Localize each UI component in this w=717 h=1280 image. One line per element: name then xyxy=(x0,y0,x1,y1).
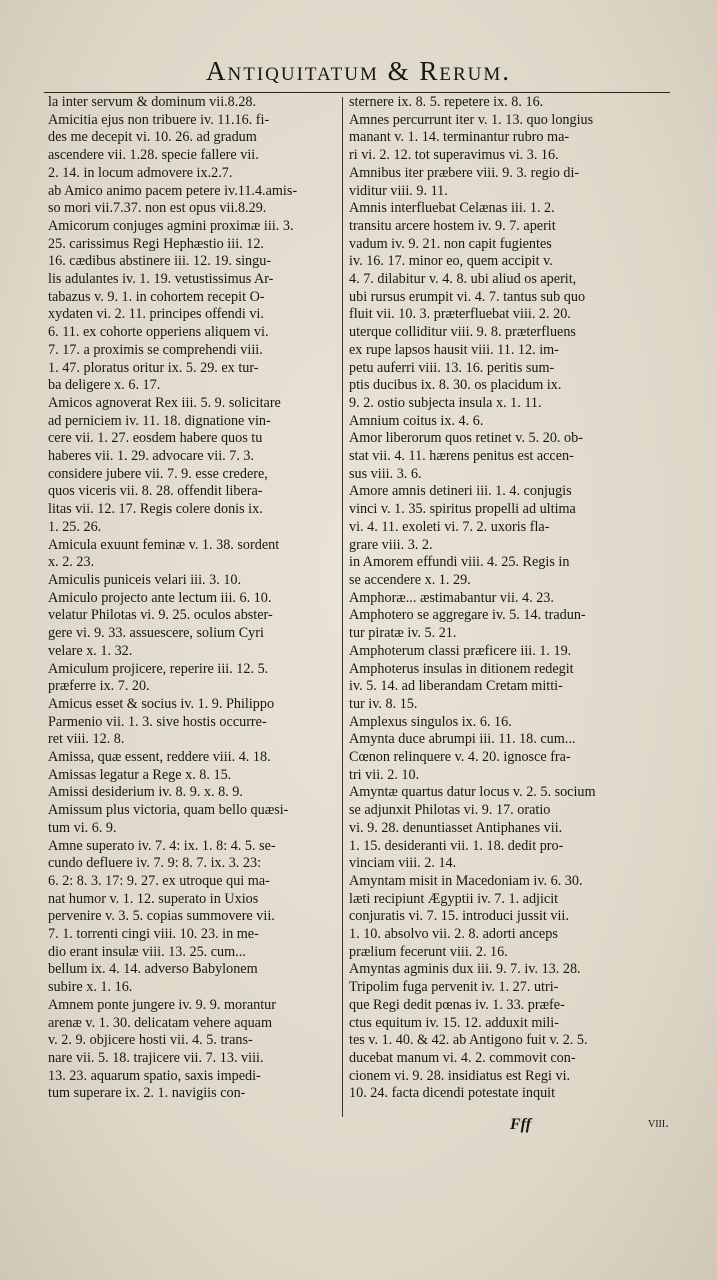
index-line: des me decepit vi. 10. 26. ad gradum xyxy=(48,129,257,146)
index-line: prælium fecerunt viii. 2. 16. xyxy=(349,943,508,960)
index-line: Amynta duce abrumpi iii. 11. 18. cum... xyxy=(349,731,576,748)
index-line: se accendere x. 1. 29. xyxy=(349,571,471,588)
index-line: dio erant insulæ viii. 13. 25. cum... xyxy=(48,943,246,960)
index-line: 1. 47. ploratus oritur ix. 5. 29. ex tur- xyxy=(48,359,259,376)
index-line: Amphotero se aggregare iv. 5. 14. tradun- xyxy=(349,607,586,624)
index-line: Amore amnis detineri iii. 1. 4. conjugis xyxy=(349,483,572,500)
index-line: 7. 1. torrenti cingi viii. 10. 23. in me- xyxy=(48,926,259,943)
index-line: Amicus esset & socius iv. 1. 9. Philippo xyxy=(48,695,275,712)
index-line: ubi rursus erumpit vi. 4. 7. tantus sub quo xyxy=(349,288,586,305)
index-line: cere vii. 1. 27. eosdem habere quos tu xyxy=(48,430,263,447)
index-line: xydaten vi. 2. 11. principes offendi vi. xyxy=(48,306,264,323)
index-line: Amnibus iter præbere viii. 9. 3. regio di- xyxy=(349,164,580,181)
index-line: quos viceris vii. 8. 28. offendit libera- xyxy=(48,483,263,500)
index-line: ri vi. 2. 12. tot superavimus vi. 3. 16. xyxy=(349,147,559,164)
index-line: ret viii. 12. 8. xyxy=(48,731,125,748)
index-line: Amnis interfluebat Celænas iii. 1. 2. xyxy=(349,200,555,217)
index-line: pervenire v. 3. 5. copias summovere vii. xyxy=(48,908,275,925)
index-line: Amissa, quæ essent, reddere viii. 4. 18. xyxy=(48,749,271,766)
index-line: que Regi dedit pœnas iv. 1. 33. præfe- xyxy=(349,996,565,1013)
index-line: vi. 4. 11. exoleti vi. 7. 2. uxoris fla- xyxy=(349,518,550,535)
index-line: stat vii. 4. 11. hærens penitus est accen- xyxy=(349,448,574,465)
index-line: vinci v. 1. 35. spiritus propelli ad ultima xyxy=(349,501,576,518)
index-line: Cœnon relinquere v. 4. 20. ignosce fra- xyxy=(349,749,571,766)
index-line: 9. 2. ostio subjecta insula x. 1. 11. xyxy=(349,394,542,411)
index-line: ex rupe lapsos hausit viii. 11. 12. im- xyxy=(349,341,559,358)
index-line: cundo defluere iv. 7. 9: 8. 7. ix. 3. 23: xyxy=(48,855,262,872)
index-line: 25. carissimus Regi Hephæstio iii. 12. xyxy=(48,235,264,252)
index-line: Amissum plus victoria, quam bello quæsi- xyxy=(48,802,289,819)
index-line: subire x. 1. 16. xyxy=(48,979,133,996)
index-line: 7. 17. a proximis se comprehendi viii. xyxy=(48,341,263,358)
left-column xyxy=(48,94,338,1103)
index-line: Amiculum projicere, reperire iii. 12. 5. xyxy=(48,660,269,677)
index-line: ptis ducibus ix. 8. 30. os placidum ix. xyxy=(349,377,562,394)
header-rule xyxy=(44,92,670,93)
index-line: tri vii. 2. 10. xyxy=(349,766,420,783)
index-line: fluit vii. 10. 3. præterfluebat viii. 2. 20. xyxy=(349,306,571,323)
index-line: ascendere vii. 1.28. specie fallere vii. xyxy=(48,147,259,164)
index-line: 2. 14. in locum admovere ix.2.7. xyxy=(48,164,233,181)
index-line: 1. 10. absolvo vii. 2. 8. adorti anceps xyxy=(349,926,558,943)
index-line: lis adulantes iv. 1. 19. vetustissimus Ar- xyxy=(48,271,274,288)
signature-mark: viii. xyxy=(648,1116,669,1131)
running-head: Antiquitatum & Rerum. xyxy=(206,56,511,86)
index-line: tabazus v. 9. 1. in cohortem recepit O- xyxy=(48,288,265,305)
index-line: Amicula exuunt feminæ v. 1. 38. sordent xyxy=(48,536,280,553)
index-line: transitu arcere hostem iv. 9. 7. aperit xyxy=(349,217,556,234)
index-line: vi. 9. 28. denuntiasset Antiphanes vii. xyxy=(349,819,563,836)
index-line: Amphoterus insulas in ditionem redegit xyxy=(349,660,574,677)
index-line: haberes vii. 1. 29. advocare vii. 7. 3. xyxy=(48,448,255,465)
index-line: iv. 16. 17. minor eo, quem accipit v. xyxy=(349,253,553,270)
index-line: v. 2. 9. objicere hosti vii. 4. 5. trans- xyxy=(48,1032,253,1049)
index-line: sus viii. 3. 6. xyxy=(349,465,422,482)
column-divider xyxy=(342,97,343,1117)
index-line: nare vii. 5. 18. trajicere vii. 7. 13. viii. xyxy=(48,1049,264,1066)
index-line: considere jubere vii. 7. 9. esse credere, xyxy=(48,465,268,482)
index-line: x. 2. 23. xyxy=(48,554,95,571)
index-line: 16. cædibus abstinere iii. 12. 19. singu- xyxy=(48,253,272,270)
index-line: in Amorem effundi viii. 4. 25. Regis in xyxy=(349,554,570,571)
index-line: Amicorum conjuges agmini proximæ iii. 3. xyxy=(48,217,294,234)
index-line: Amor liberorum quos retinet v. 5. 20. ob- xyxy=(349,430,583,447)
index-line: tur piratæ iv. 5. 21. xyxy=(349,625,457,642)
index-line: ctus equitum iv. 15. 12. adduxit mili- xyxy=(349,1014,559,1031)
index-line: Amissi desiderium iv. 8. 9. x. 8. 9. xyxy=(48,784,243,801)
index-line: 6. 11. ex cohorte opperiens aliquem vi. xyxy=(48,324,269,341)
index-line: Amphoterum classi præficere iii. 1. 19. xyxy=(349,642,572,659)
catchword: Fff xyxy=(510,1116,532,1133)
index-line: uterque colliditur viii. 9. 8. præterfluens xyxy=(349,324,576,341)
index-line: tum vi. 6. 9. xyxy=(48,819,117,836)
index-line: 4. 7. dilabitur v. 4. 8. ubi aliud os aperit, xyxy=(349,271,577,288)
index-line: Amyntam misit in Macedoniam iv. 6. 30. xyxy=(349,872,583,889)
index-line: vinciam viii. 2. 14. xyxy=(349,855,457,872)
index-line: petu auferri viii. 13. 16. peritis sum- xyxy=(349,359,555,376)
index-line: læti recipiunt Ægyptii iv. 7. 1. adjicit xyxy=(349,890,559,907)
index-line: litas vii. 12. 17. Regis colere donis ix. xyxy=(48,501,263,518)
index-line: Amplexus singulos ix. 6. 16. xyxy=(349,713,512,730)
index-line: Amne superato iv. 7. 4: ix. 1. 8: 4. 5. se- xyxy=(48,837,276,854)
index-line: præferre ix. 7. 20. xyxy=(48,678,150,695)
index-line: so mori vii.7.37. non est opus vii.8.29. xyxy=(48,200,267,217)
index-line: Amicos agnoverat Rex iii. 5. 9. solicitare xyxy=(48,394,281,411)
index-line: 6. 2: 8. 3. 17: 9. 27. ex utroque qui ma- xyxy=(48,872,270,889)
index-line: Amicitia ejus non tribuere iv. 11.16. fi- xyxy=(48,111,270,128)
index-line: 1. 25. 26. xyxy=(48,518,102,535)
index-line: grare viii. 3. 2. xyxy=(349,536,433,553)
index-line: Amiculo projecto ante lectum iii. 6. 10. xyxy=(48,589,272,606)
index-line: ba deligere x. 6. 17. xyxy=(48,377,161,394)
index-line: Amnem ponte jungere iv. 9. 9. morantur xyxy=(48,996,276,1013)
index-line: arenæ v. 1. 30. delicatam vehere aquam xyxy=(48,1014,273,1031)
index-line: tum superare ix. 2. 1. navigiis con- xyxy=(48,1085,246,1102)
index-line: sternere ix. 8. 5. repetere ix. 8. 16. xyxy=(349,94,544,110)
index-line: velare x. 1. 32. xyxy=(48,642,133,659)
index-line: ad perniciem iv. 11. 18. dignatione vin- xyxy=(48,412,271,429)
index-line: la inter servum & dominum vii.8.28. xyxy=(48,94,257,110)
index-line: conjuratis vi. 7. 15. introduci jussit vii. xyxy=(349,908,569,925)
index-line: bellum ix. 4. 14. adverso Babylonem xyxy=(48,961,258,978)
index-line: manant v. 1. 14. terminantur rubro ma- xyxy=(349,129,570,146)
index-line: Amphoræ... æstimabantur vii. 4. 23. xyxy=(349,589,554,606)
index-line: nat humor v. 1. 12. superato in Uxios xyxy=(48,890,259,907)
index-line: gere vi. 9. 33. assuescere, solium Cyri xyxy=(48,625,264,642)
index-line: Amyntæ quartus datur locus v. 2. 5. socium xyxy=(349,784,596,801)
index-line: 10. 24. facta dicendi potestate inquit xyxy=(349,1085,556,1102)
index-line: ducebat manum vi. 4. 2. commovit con- xyxy=(349,1049,576,1066)
index-line: cionem vi. 9. 28. insidiatus est Regi vi. xyxy=(349,1067,571,1084)
index-line: Tripolim fuga pervenit iv. 1. 27. utri- xyxy=(349,979,559,996)
index-line: se adjunxit Philotas vi. 9. 17. oratio xyxy=(349,802,551,819)
index-line: ab Amico animo pacem petere iv.11.4.amis- xyxy=(48,182,298,199)
index-line: Amyntas agminis dux iii. 9. 7. iv. 13. 28. xyxy=(349,961,581,978)
index-line: 13. 23. aquarum spatio, saxis impedi- xyxy=(48,1067,261,1084)
index-line: Parmenio vii. 1. 3. sive hostis occurre- xyxy=(48,713,267,730)
index-line: vadum iv. 9. 21. non capit fugientes xyxy=(349,235,552,252)
index-line: tes v. 1. 40. & 42. ab Antigono fuit v. 2. 5. xyxy=(349,1032,588,1049)
index-line: 1. 15. desideranti vii. 1. 18. dedit pro- xyxy=(349,837,564,854)
index-line: Amissas legatur a Rege x. 8. 15. xyxy=(48,766,232,783)
index-line: velatur Philotas vi. 9. 25. oculos abster- xyxy=(48,607,273,624)
right-column xyxy=(349,94,669,1103)
index-line: Amiculis puniceis velari iii. 3. 10. xyxy=(48,571,242,588)
index-line: Amnes percurrunt iter v. 1. 13. quo longius xyxy=(349,111,594,128)
index-line: iv. 5. 14. ad liberandam Cretam mitti- xyxy=(349,678,563,695)
index-line: viditur viii. 9. 11. xyxy=(349,182,448,199)
index-line: tur iv. 8. 15. xyxy=(349,695,418,712)
index-line: Amnium coitus ix. 4. 6. xyxy=(349,412,484,429)
